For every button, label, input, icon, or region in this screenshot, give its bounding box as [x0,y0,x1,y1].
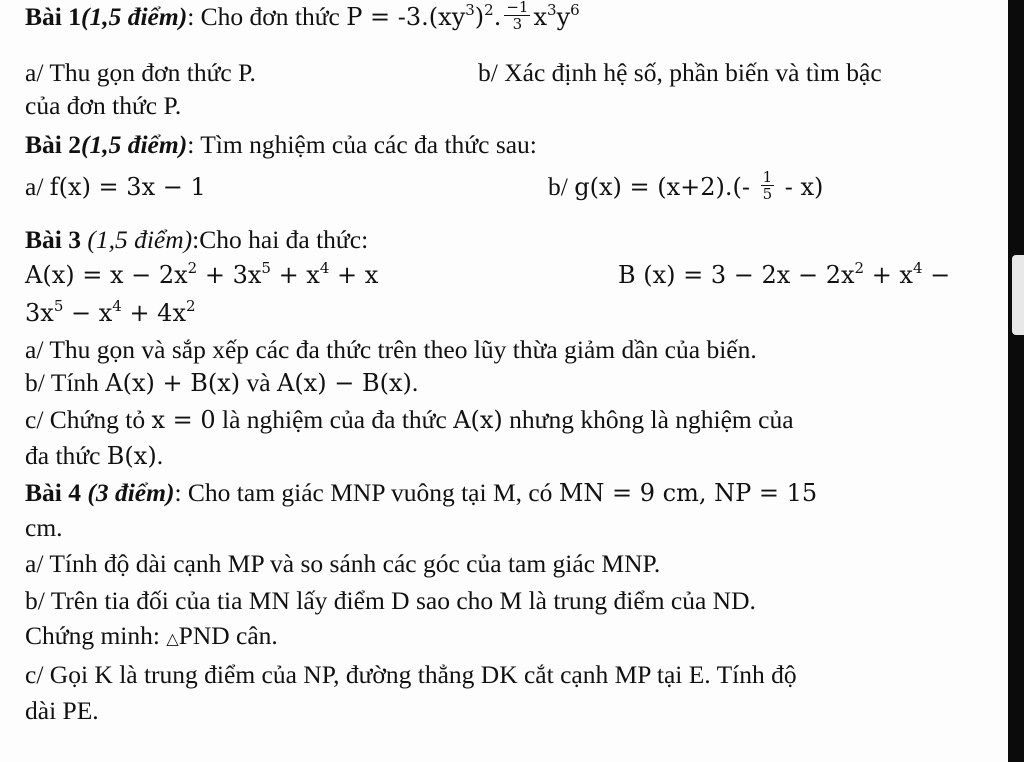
b3-part-b: b/ Tính A(x) + B(x) và A(x) − B(x). [25,368,419,397]
b3-poly-A: $A(x) = x - 2x^2 + 3x^5 + x^4 + x$ [25,259,379,289]
b3-part-a: a/ Thu gọn và sắp xếp các đa thức trên theo lũy thừa giảm dần của biến. [25,335,757,364]
b3-part-c: c/ Chứng tỏ x = 0 là nghiệm của đa thức A(x) nhưng không là nghiệm của [25,405,794,434]
b2-a-formula: f(x) = 3x − 1 [49,173,206,201]
b3-poly-B-cont: $3x^5 - x^4 + 4x^2$ [25,297,196,327]
triangle-symbol: △ [166,631,179,648]
b4-part-b: b/ Trên tia đối của tia MN lấy điểm D sao cho M là trung điểm của ND. [25,586,756,615]
b2-b-formula: g(x) = (x+2).(- $\frac{1}{5}$ - x) [574,168,824,203]
b1-part-b: b/ Xác định hệ số, phần biến và tìm bậc [478,58,882,87]
b4-part-b-cont: Chứng minh: △PND cân. [25,621,278,650]
b4-intro: : Cho tam giác MNP vuông tại M, có [174,478,559,507]
b4-part-c: c/ Gọi K là trung điểm của NP, đường thẳng DK cắt cạnh MP tại E. Tính độ [25,660,797,689]
b1-part-a: a/ Thu gọn đơn thức P. [25,58,256,87]
b1-formula: $P = -3.(xy^3)^2$. $\frac{-1}{3}$ $x^3y^6$ [346,0,580,33]
b4-part-c-cont: dài PE. [25,696,99,725]
b1-fraction: $\frac{-1}{3}$ [506,0,529,33]
b2-part-b: b/ g(x) = (x+2).(- $\frac{1}{5}$ - x) [548,168,824,203]
b4-intro-formula: MN = 9 cm, NP = 15 [558,479,818,507]
b4-title: Bài 4 [25,478,81,507]
b3-poly-B: B $(x) = 3 - 2x - 2x^2 + x^4$ − [618,259,951,289]
b2-fraction: $\frac{1}{5}$ [762,168,773,203]
b3-part-c-cont: đa thức B(x). [25,441,164,470]
b2-heading [25,130,537,160]
b2-points: (1,5 điểm) [80,130,188,159]
b3-heading [25,225,368,255]
b1-intro: : Cho đơn thức [187,2,347,31]
b4-intro-cont: cm. [25,513,63,542]
b4-points: (3 điểm) [87,478,175,507]
b1-title: Bài 1 [25,2,81,31]
b1-points: (1,5 điểm) [80,2,188,31]
b2-title: Bài 2 [25,130,81,159]
screen-edge [1008,0,1024,762]
b2-intro: : Tìm nghiệm của các đa thức sau: [187,130,537,159]
b4-heading [25,478,817,508]
side-handle[interactable] [1012,255,1024,335]
b4-part-a: a/ Tính độ dài cạnh MP và so sánh các góc của tam giác MNP. [25,549,661,578]
b3-title: Bài 3 [25,225,81,254]
b3-intro: :Cho hai đa thức: [192,225,369,254]
b2-part-a: a/ f(x) = 3x − 1 [25,172,206,201]
b3-points: (1,5 điểm) [87,225,193,254]
b1-heading [25,2,580,35]
b1-part-b-cont: của đơn thức P. [25,91,182,120]
